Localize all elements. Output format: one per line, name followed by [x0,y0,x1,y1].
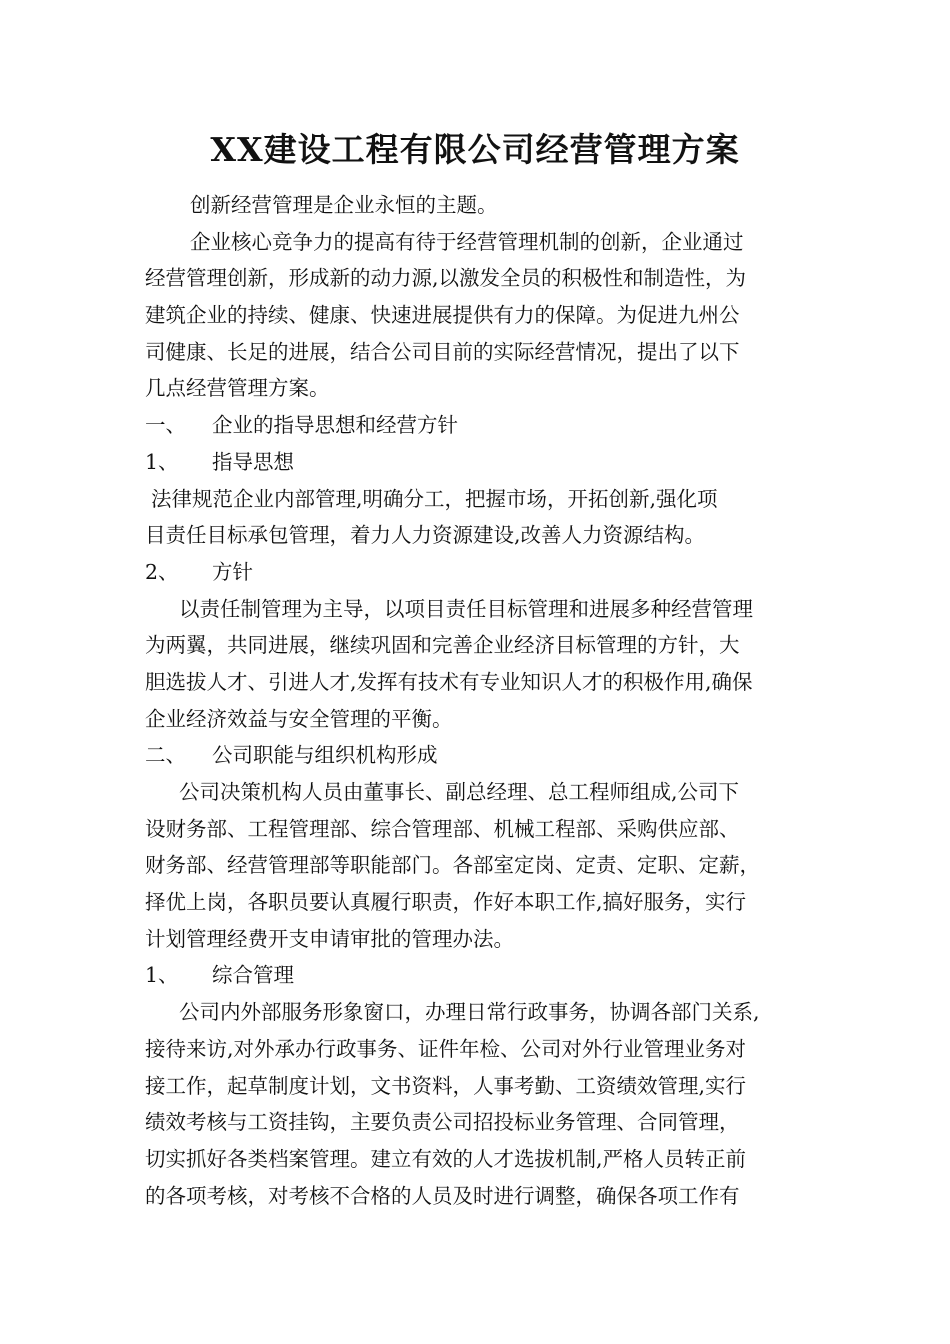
paragraph-line: 司健康、长足的进展，结合公司目前的实际经营情况，提出了以下 [145,339,740,364]
section-title: 公司职能与组织机构形成 [212,743,438,768]
paragraph-line: 几点经营管理方案。 [145,376,330,401]
subsection-title: 指导思想 [212,449,294,474]
paragraph-line: 接工作，起草制度计划，文书资料，人事考勤、工资绩效管理,实行 [145,1073,747,1098]
paragraph-line: 计划管理经费开支申请审批的管理办法。 [145,926,514,951]
document-body [145,187,810,1214]
paragraph-line: 公司内外部服务形象窗口，办理日常行政事务，协调各部门关系, [179,1000,760,1025]
paragraph-line: 切实抓好各类档案管理。建立有效的人才选拔机制,严格人员转正前 [145,1146,747,1171]
subsection-title: 方针 [212,559,253,584]
section-number: 二、 [145,743,186,768]
paragraph-line: 胆选拔人才、引进人才,发挥有技术有专业知识人才的积极作用,确保 [145,669,753,694]
paragraph-line: 建筑企业的持续、健康、快速进展提供有力的保障。为促进九州公 [145,303,740,328]
paragraph-line: 设财务部、工程管理部、综合管理部、机械工程部、采购供应部、 [145,816,740,841]
intro-line: 创新经营管理是企业永恒的主题。 [190,193,498,217]
paragraph-line: 择优上岗，各职员要认真履行职责，作好本职工作,搞好服务，实行 [145,890,747,915]
paragraph-line: 企业核心竞争力的提高有待于经营管理机制的创新，企业通过 [190,229,744,254]
paragraph-line: 绩效考核与工资挂钩，主要负责公司招投标业务管理、合同管理， [145,1110,740,1135]
paragraph-line: 的各项考核，对考核不合格的人员及时进行调整，确保各项工作有 [145,1183,740,1208]
section-heading [145,407,810,444]
section-number: 一、 [145,413,186,438]
paragraph-line: 目责任目标承包管理，着力人力资源建设,改善人力资源结构。 [145,523,706,548]
paragraph-line: 企业经济效益与安全管理的平衡。 [145,706,453,731]
paragraph-line: 法律规范企业内部管理,明确分工，把握市场，开拓创新,强化项 [151,486,718,511]
subsection-number: 2、 [145,559,179,584]
subsection-title: 综合管理 [212,963,294,988]
subsection-heading [145,444,810,481]
section-title: 企业的指导思想和经营方针 [212,413,458,438]
paragraph-line: 公司决策机构人员由董事长、副总经理、总工程师组成,公司下 [179,780,740,804]
document-title: XX建设工程有限公司经营管理方案 [210,130,740,169]
paragraph-line: 经营管理创新，形成新的动力源,以激发全员的积极性和制造性，为 [145,266,747,291]
paragraph-line: 以责任制管理为主导，以项目责任目标管理和进展多种经营管理 [179,596,753,621]
subsection-number: 1、 [145,449,179,474]
subsection-number: 1、 [145,963,179,988]
subsection-heading [145,957,810,994]
paragraph-line: 接待来访,对外承办行政事务、证件年检、公司对外行业管理业务对 [145,1036,747,1061]
section-heading [145,737,810,774]
paragraph-line: 财务部、经营管理部等职能部门。各部室定岗、定责、定职、定薪， [145,853,760,878]
subsection-heading [145,554,810,591]
paragraph-line: 为两翼，共同进展，继续巩固和完善企业经济目标管理的方针，大 [145,633,740,658]
